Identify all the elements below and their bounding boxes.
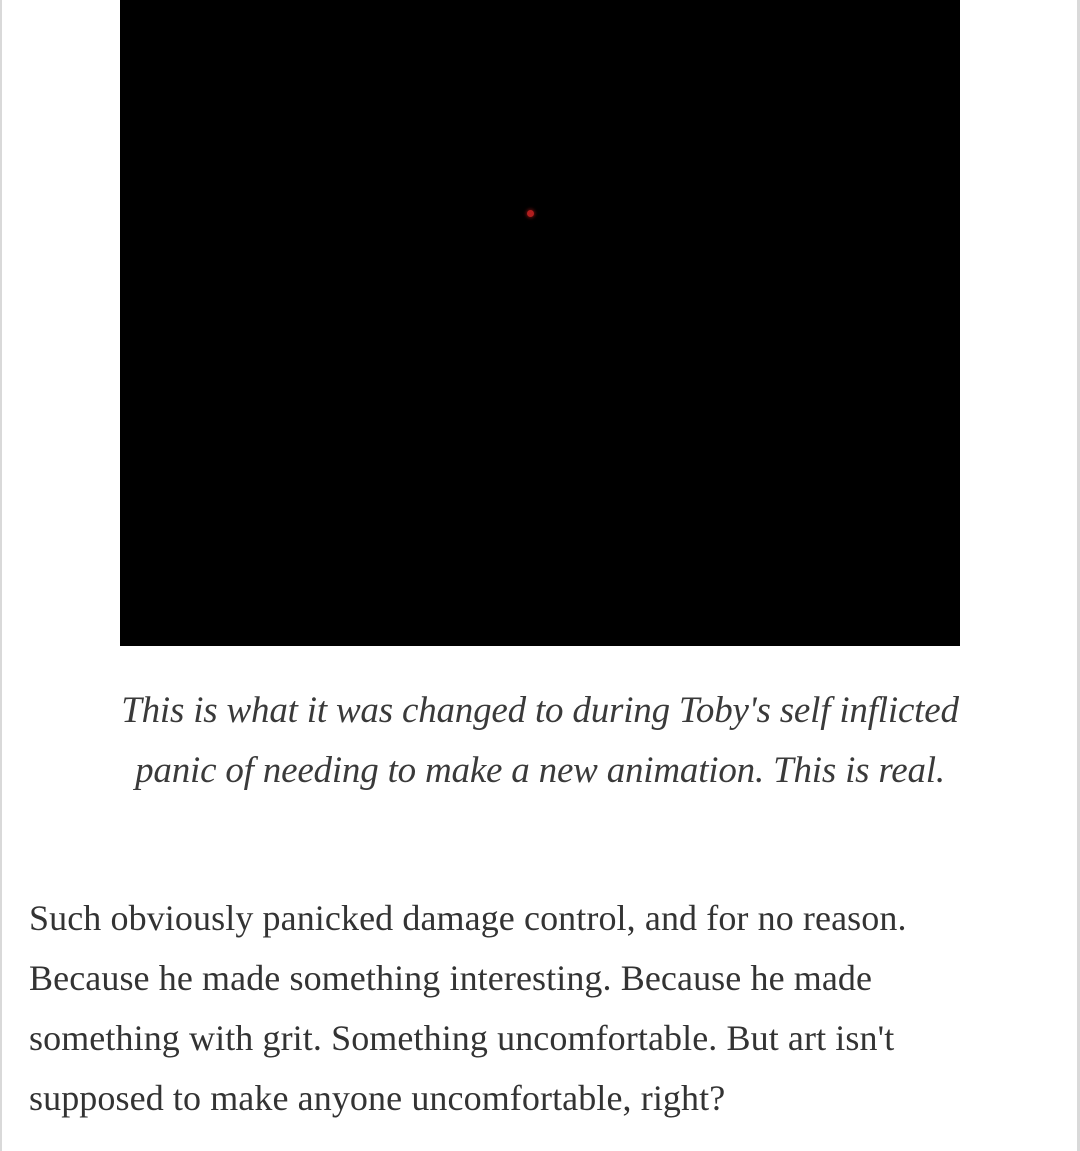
paragraph-line: Such obviously panicked damage control, and for no reason. [29, 898, 907, 938]
figure-image [120, 0, 960, 646]
paragraph-line: supposed to make anyone uncomfortable, right? [29, 1078, 726, 1118]
page-left-border [0, 0, 2, 1151]
article-paragraph [29, 888, 1069, 1128]
figure-caption [40, 681, 1040, 801]
caption-line: panic of needing to make a new animation. This is real. [135, 750, 945, 791]
red-dot [527, 210, 534, 217]
paragraph-line: something with grit. Something uncomfortable. But art isn't [29, 1018, 895, 1058]
caption-line: This is what it was changed to during Toby's self inflicted [121, 690, 959, 731]
paragraph-line: Because he made something interesting. Because he made [29, 958, 873, 998]
